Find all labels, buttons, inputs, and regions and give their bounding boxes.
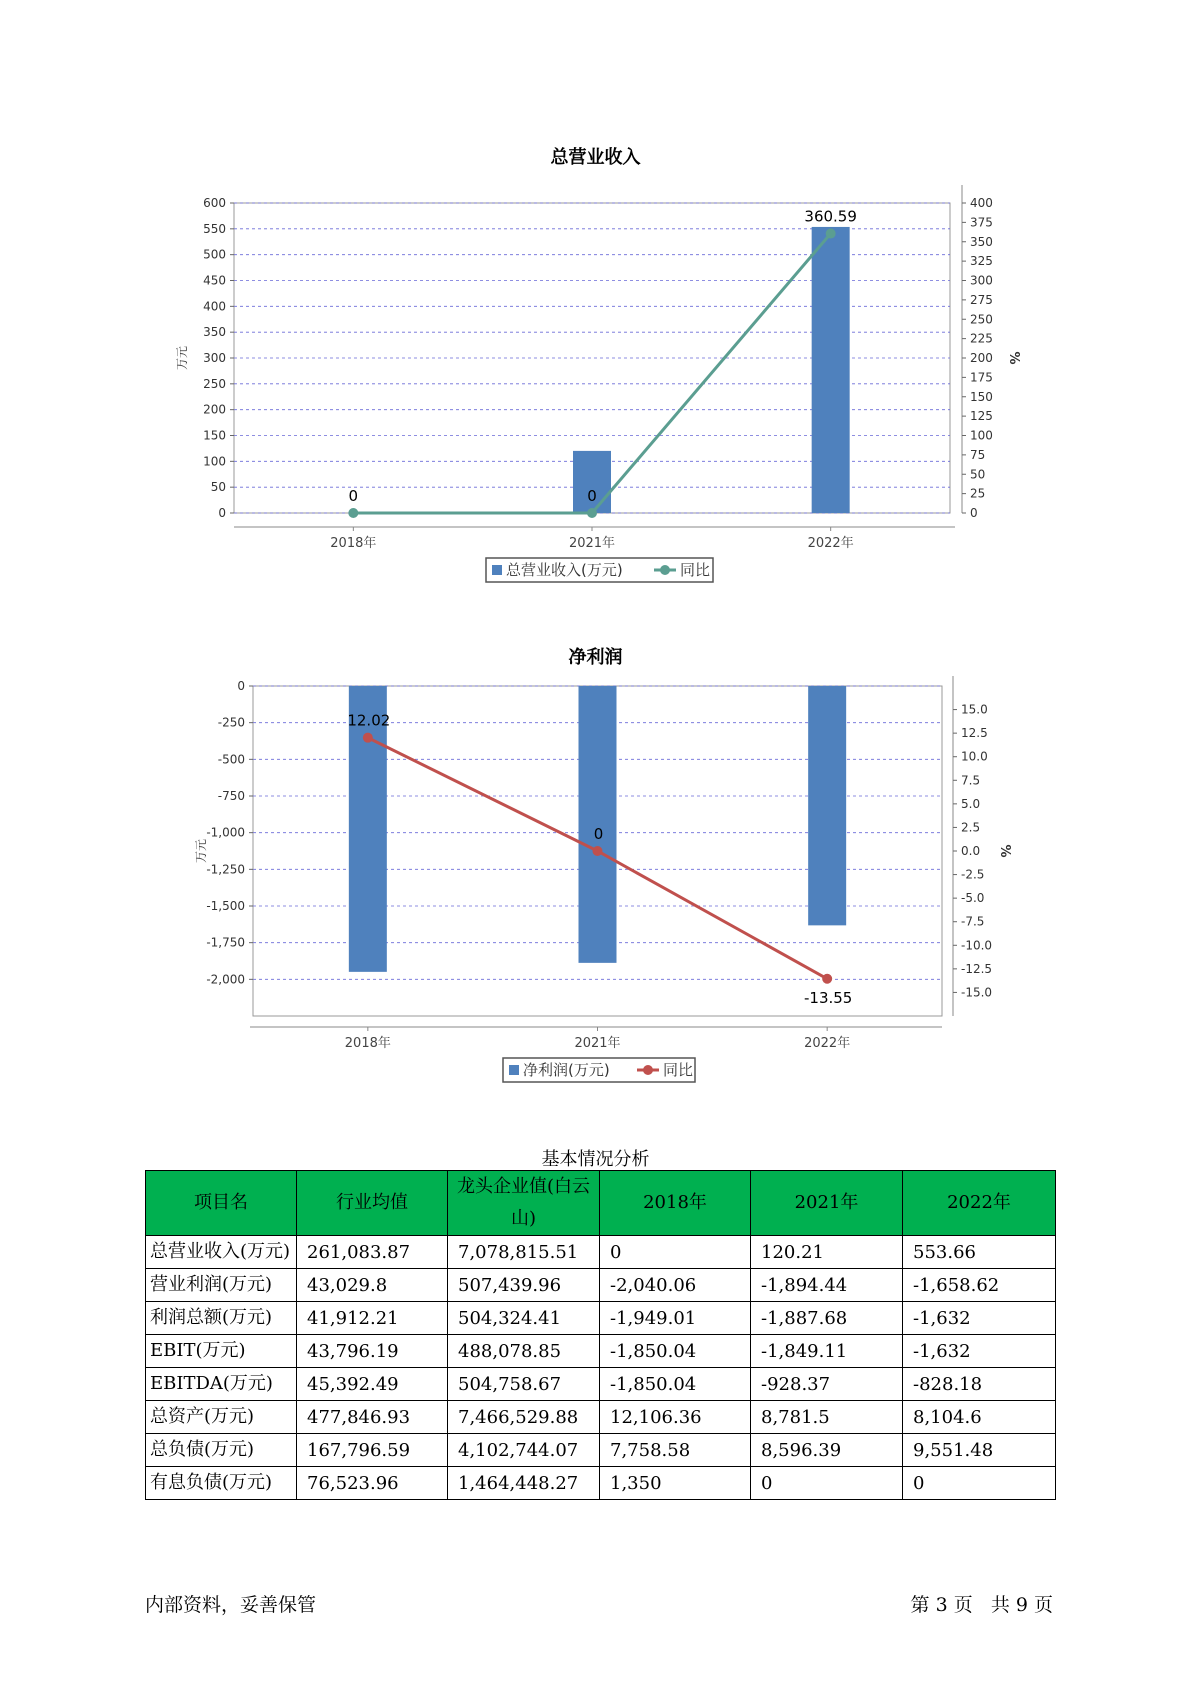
x-tick-label: 2021年 — [568, 536, 616, 551]
y-tick-label: 450 — [203, 273, 226, 288]
y-tick-label: 0 — [218, 506, 226, 520]
table-cell: 43,029.8 — [297, 1269, 448, 1302]
y2-tick-label: -10.0 — [961, 938, 993, 953]
y-tick-label: -1,250 — [206, 862, 245, 877]
x-tick-label: 2018年 — [344, 1036, 391, 1051]
table-cell: -928.37 — [751, 1368, 903, 1401]
y2-tick-label: 375 — [970, 215, 993, 230]
table-header-cell: 2022年 — [903, 1171, 1056, 1236]
y2-tick-label: 100 — [970, 428, 993, 443]
y-tick-label: 100 — [203, 454, 226, 469]
net-profit-chart — [0, 670, 1191, 1110]
x-tick-label: 2022年 — [804, 1036, 851, 1051]
table-cell: 12,106.36 — [600, 1401, 751, 1434]
y2-tick-label: -2.5 — [961, 867, 985, 882]
y2-tick-label: 12.5 — [961, 726, 988, 741]
table-cell: 504,324.41 — [448, 1302, 600, 1335]
y2-tick-label: 10.0 — [961, 749, 988, 764]
table-cell: -828.18 — [903, 1368, 1056, 1401]
table-row — [146, 1269, 1056, 1302]
legend-bar-label: 净利润(万元) — [523, 1061, 610, 1079]
row-label: EBITDA(万元) — [146, 1368, 297, 1401]
table-cell: -1,632 — [903, 1335, 1056, 1368]
y2-tick-label: 7.5 — [961, 773, 981, 788]
table-row — [146, 1368, 1056, 1401]
y-tick-label: 200 — [203, 402, 226, 417]
table-cell: -1,850.04 — [600, 1368, 751, 1401]
row-label: 有息负债(万元) — [146, 1467, 297, 1500]
legend-line-marker — [660, 565, 670, 575]
table-row — [146, 1335, 1056, 1368]
y2-tick-label: -15.0 — [961, 985, 993, 1000]
row-label: 利润总额(万元) — [146, 1302, 297, 1335]
y-tick-label: 350 — [203, 325, 226, 340]
y2-tick-label: 50 — [970, 467, 986, 482]
y2-tick-label: 0 — [970, 506, 978, 520]
y2-axis-label: % — [997, 844, 1012, 858]
y2-tick-label: 150 — [970, 389, 993, 404]
y-tick-label: -750 — [217, 789, 245, 803]
table-row — [146, 1401, 1056, 1434]
y2-tick-label: 75 — [970, 447, 986, 462]
table-cell: 43,796.19 — [297, 1335, 448, 1368]
bar — [808, 686, 846, 925]
table-cell: 507,439.96 — [448, 1269, 600, 1302]
y-tick-label: 250 — [203, 376, 226, 391]
y2-tick-label: -5.0 — [961, 891, 985, 906]
table-cell: 9,551.48 — [903, 1434, 1056, 1467]
y2-tick-label: 5.0 — [961, 796, 981, 811]
table-cell: 41,912.21 — [297, 1302, 448, 1335]
y2-tick-label: 125 — [970, 409, 993, 424]
revenue-chart — [0, 170, 1191, 610]
y2-tick-label: 0.0 — [961, 844, 981, 858]
data-label: 360.59 — [804, 207, 857, 226]
table-cell: 553.66 — [903, 1236, 1056, 1269]
legend-bar-swatch — [492, 565, 502, 575]
y-tick-label: -1,000 — [206, 825, 245, 840]
y2-tick-label: 225 — [970, 331, 993, 346]
y-tick-label: 0 — [237, 679, 245, 693]
data-label: -13.55 — [803, 988, 853, 1007]
data-label: 0 — [593, 825, 604, 843]
y-tick-label: 50 — [210, 480, 226, 495]
bar — [812, 227, 850, 513]
table-cell: 7,466,529.88 — [448, 1401, 600, 1434]
table-cell: 8,104.6 — [903, 1401, 1056, 1434]
chart2-title: 净利润 — [568, 647, 623, 668]
table-cell: 7,758.58 — [600, 1434, 751, 1467]
y2-tick-label: 25 — [970, 486, 986, 501]
row-label: 总资产(万元) — [146, 1401, 297, 1434]
table-cell: 0 — [751, 1467, 903, 1500]
table-cell: 477,846.93 — [297, 1401, 448, 1434]
yoy-point — [822, 974, 832, 984]
table-cell: 488,078.85 — [448, 1335, 600, 1368]
data-label: 0 — [587, 487, 597, 505]
y-tick-label: 400 — [203, 299, 226, 314]
table-row — [146, 1467, 1056, 1500]
table-cell: -2,040.06 — [600, 1269, 751, 1302]
table-cell: 45,392.49 — [297, 1368, 448, 1401]
table-cell: -1,850.04 — [600, 1335, 751, 1368]
table-cell: 8,781.5 — [751, 1401, 903, 1434]
y2-tick-label: 15.0 — [961, 702, 988, 717]
y-axis-label: 万元 — [194, 838, 208, 864]
y-tick-label: -500 — [217, 752, 245, 767]
table-header-cell: 2021年 — [751, 1171, 903, 1236]
data-label: 12.02 — [347, 711, 391, 730]
table-cell: 8,596.39 — [751, 1434, 903, 1467]
y-tick-label: -250 — [217, 715, 245, 730]
y2-tick-label: 2.5 — [961, 820, 981, 835]
table-row — [146, 1434, 1056, 1467]
table-cell: -1,887.68 — [751, 1302, 903, 1335]
table-row — [146, 1302, 1056, 1335]
y-tick-label: -1,750 — [206, 935, 245, 950]
table-row — [146, 1236, 1056, 1269]
yoy-point — [826, 229, 836, 239]
yoy-point — [593, 846, 603, 856]
legend-bar-label: 总营业收入(万元) — [506, 561, 623, 579]
table-header-row — [146, 1171, 1056, 1236]
table-cell: -1,632 — [903, 1302, 1056, 1335]
table-header-cell: 龙头企业值(白云山) — [448, 1171, 600, 1236]
y-tick-label: -1,500 — [206, 899, 245, 913]
y-tick-label: 150 — [203, 428, 226, 443]
x-tick-label: 2022年 — [807, 536, 854, 551]
table-cell: -1,849.11 — [751, 1335, 903, 1368]
x-tick-label: 2021年 — [574, 1036, 621, 1051]
footer-page-number: 第 3 页 共 9 页 — [910, 1594, 1053, 1616]
y2-tick-label: 175 — [970, 370, 993, 385]
table-cell: 0 — [600, 1236, 751, 1269]
yoy-point — [587, 508, 597, 518]
row-label: 营业利润(万元) — [146, 1269, 297, 1302]
y2-tick-label: 200 — [970, 351, 993, 365]
y2-axis-label: % — [1006, 351, 1021, 365]
row-label: 总营业收入(万元) — [146, 1236, 297, 1269]
table-cell: 167,796.59 — [297, 1434, 448, 1467]
y-tick-label: -2,000 — [206, 972, 245, 987]
yoy-point — [348, 508, 358, 518]
y2-tick-label: -7.5 — [961, 914, 985, 929]
table-caption: 基本情况分析 — [541, 1149, 650, 1170]
table-cell: -1,658.62 — [903, 1269, 1056, 1302]
yoy-point — [363, 733, 373, 743]
table-cell: -1,949.01 — [600, 1302, 751, 1335]
basic-analysis-table — [145, 1170, 1056, 1500]
row-label: EBIT(万元) — [146, 1335, 297, 1368]
table-cell: 120.21 — [751, 1236, 903, 1269]
row-label: 总负债(万元) — [146, 1434, 297, 1467]
footer-confidential-note: 内部资料，妥善保管 — [145, 1594, 317, 1616]
table-cell: -1,894.44 — [751, 1269, 903, 1302]
legend-line-label: 同比 — [663, 1061, 694, 1079]
table-header-cell: 项目名 — [146, 1171, 297, 1236]
y-tick-label: 600 — [203, 196, 226, 210]
y-axis-label: 万元 — [175, 345, 189, 371]
table-body — [146, 1236, 1056, 1500]
table-cell: 1,350 — [600, 1467, 751, 1500]
y-tick-label: 500 — [203, 247, 226, 262]
y-tick-label: 550 — [203, 221, 226, 236]
legend-line-label: 同比 — [680, 561, 711, 579]
table-cell: 0 — [903, 1467, 1056, 1500]
table-header-cell: 行业均值 — [297, 1171, 448, 1236]
y2-tick-label: 325 — [970, 254, 993, 269]
y2-tick-label: -12.5 — [961, 961, 993, 976]
y2-tick-label: 300 — [970, 273, 993, 288]
y2-tick-label: 350 — [970, 234, 993, 249]
x-tick-label: 2018年 — [330, 536, 377, 551]
y2-tick-label: 275 — [970, 292, 993, 307]
legend-line-marker — [643, 1065, 653, 1075]
y-tick-label: 300 — [203, 351, 226, 365]
table-cell: 504,758.67 — [448, 1368, 600, 1401]
data-label: 0 — [348, 487, 359, 505]
table-cell: 1,464,448.27 — [448, 1467, 600, 1500]
y2-tick-label: 250 — [970, 312, 993, 327]
table-cell: 4,102,744.07 — [448, 1434, 600, 1467]
table-cell: 76,523.96 — [297, 1467, 448, 1500]
table-cell: 7,078,815.51 — [448, 1236, 600, 1269]
table-header-cell: 2018年 — [600, 1171, 751, 1236]
y2-tick-label: 400 — [970, 196, 993, 210]
chart1-title: 总营业收入 — [550, 147, 641, 168]
legend-bar-swatch — [509, 1065, 519, 1075]
table-cell: 261,083.87 — [297, 1236, 448, 1269]
